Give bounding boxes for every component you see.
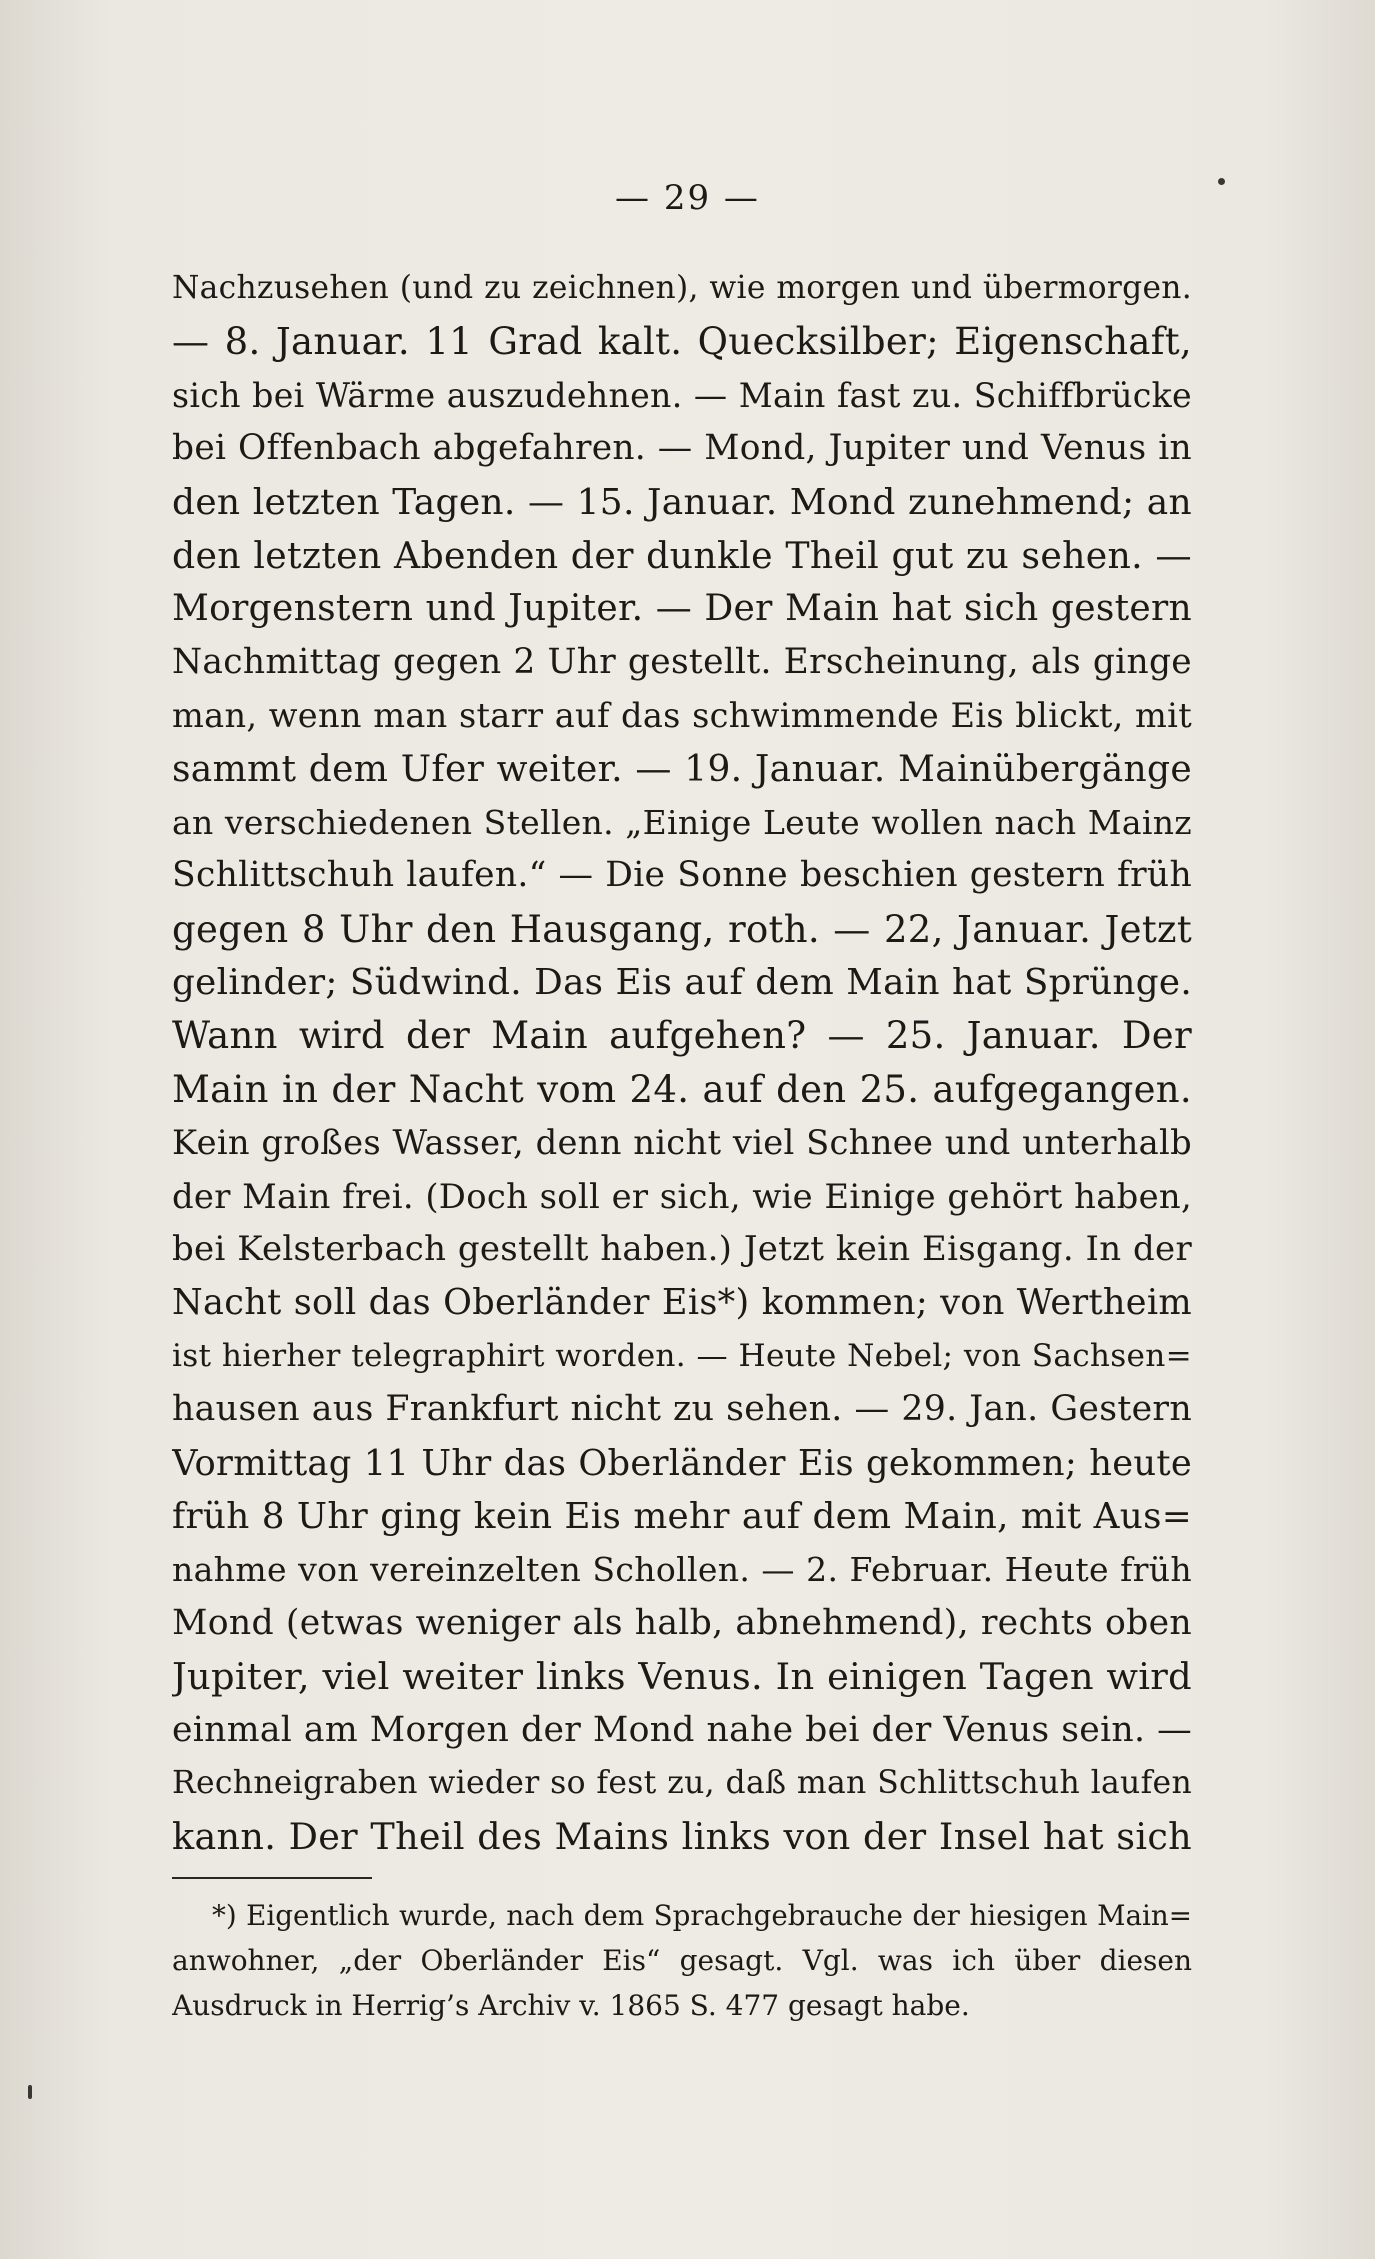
text-line: früh 8 Uhr ging kein Eis mehr auf dem Main, mit Aus= bbox=[172, 1495, 1192, 1537]
footnote-divider bbox=[172, 1877, 372, 1879]
text-line: Nacht soll das Oberländer Eis*) kommen; von Wertheim bbox=[172, 1282, 1192, 1324]
text-line: kann. Der Theil des Mains links von der Insel hat sich bbox=[172, 1815, 1192, 1859]
footnote bbox=[172, 1893, 1192, 2028]
text-line: bei Kelsterbach gestellt haben.) Jetzt kein Eisgang. In der bbox=[172, 1229, 1192, 1270]
text-line: sammt dem Ufer weiter. — 19. Januar. Mainübergänge bbox=[172, 748, 1192, 790]
text-line: einmal am Morgen der Mond nahe bei der Venus sein. — bbox=[172, 1709, 1192, 1750]
text-line: der Main frei. (Doch soll er sich, wie Einige gehört haben, bbox=[172, 1176, 1192, 1216]
paper-speck bbox=[28, 2085, 32, 2099]
page-number: — 29 — bbox=[615, 178, 760, 218]
text-line: bei Offenbach abgefahren. — Mond, Jupiter und Venus in bbox=[172, 428, 1192, 469]
footnote-line: anwohner, „der Oberländer Eis“ gesagt. Vgl. was ich über diesen bbox=[172, 1944, 1192, 1977]
text-line: ist hierher telegraphirt worden. — Heute Nebel; von Sachsen= bbox=[172, 1337, 1192, 1374]
text-line: — 8. Januar. 11 Grad kalt. Quecksilber; Eigenschaft, bbox=[172, 320, 1192, 364]
text-line: Morgenstern und Jupiter. — Der Main hat sich gestern bbox=[172, 588, 1192, 630]
text-line: gelinder; Südwind. Das Eis auf dem Main hat Sprünge. bbox=[172, 962, 1192, 1004]
text-line: Jupiter, viel weiter links Venus. In einigen Tagen wird bbox=[172, 1655, 1192, 1699]
text-line: Vormittag 11 Uhr das Oberländer Eis gekommen; heute bbox=[172, 1442, 1192, 1484]
text-line: Kein großes Wasser, denn nicht viel Schnee und unterhalb bbox=[172, 1123, 1192, 1163]
text-line: den letzten Abenden der dunkle Theil gut zu sehen. — bbox=[172, 533, 1192, 577]
text-line: Rechneigraben wieder so fest zu, daß man Schlittschuh laufen bbox=[172, 1764, 1192, 1801]
text-line: sich bei Wärme auszudehnen. — Main fast zu. Schiffbrücke bbox=[172, 375, 1192, 415]
text-line: Nachmittag gegen 2 Uhr gestellt. Erscheinung, als ginge bbox=[172, 641, 1192, 682]
footnote-line: Ausdruck in Herrig’s Archiv v. 1865 S. 477 gesagt habe. bbox=[172, 1989, 970, 2022]
text-line: gegen 8 Uhr den Hausgang, roth. — 22, Januar. Jetzt bbox=[172, 907, 1192, 951]
text-line: man, wenn man starr auf das schwimmende Eis blickt, mit bbox=[172, 696, 1192, 736]
main-text bbox=[172, 262, 1192, 1864]
text-line: Wann wird der Main aufgehen? — 25. Januar. Der bbox=[172, 1014, 1192, 1058]
footnote-line: *) Eigentlich wurde, nach dem Sprachgebrauche der hiesigen Main= bbox=[212, 1899, 1192, 1932]
text-line: Main in der Nacht vom 24. auf den 25. aufgegangen. bbox=[172, 1067, 1192, 1111]
text-line: Mond (etwas weniger als halb, abnehmend), rechts oben bbox=[172, 1602, 1192, 1643]
text-line: den letzten Tagen. — 15. Januar. Mond zunehmend; an bbox=[172, 481, 1192, 523]
text-line: Schlittschuh laufen.“ — Die Sonne beschien gestern früh bbox=[172, 855, 1192, 896]
text-line: hausen aus Frankfurt nicht zu sehen. — 29. Jan. Gestern bbox=[172, 1389, 1192, 1430]
text-line: nahme von vereinzelten Schollen. — 2. Februar. Heute früh bbox=[172, 1550, 1192, 1590]
paper-speck bbox=[1218, 178, 1225, 185]
text-line: an verschiedenen Stellen. „Einige Leute wollen nach Mainz bbox=[172, 802, 1192, 842]
text-line: Nachzusehen (und zu zeichnen), wie morgen und übermorgen. bbox=[172, 270, 1192, 306]
